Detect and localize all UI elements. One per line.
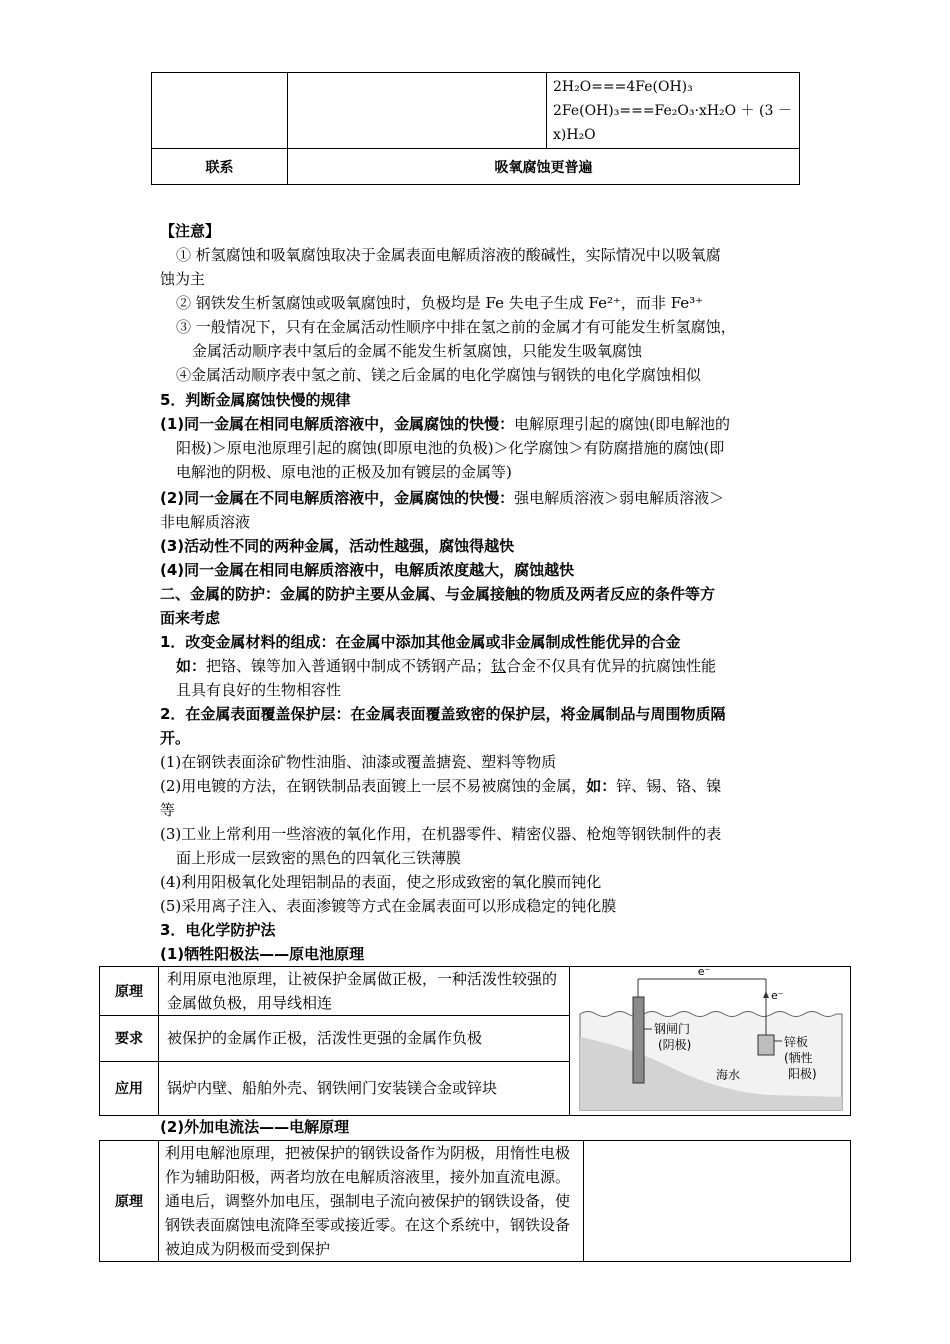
method-1-example-cont: 且具有良好的生物相容性 bbox=[176, 681, 342, 699]
coating-4: (4)利用阳极氧化处理铝制品的表面，使之形成致密的氧化膜而钝化 bbox=[160, 873, 602, 891]
electron-label-top: e⁻ bbox=[697, 967, 711, 978]
coating-2-label: 如： bbox=[586, 777, 617, 795]
impressed-current-table bbox=[99, 1140, 851, 1262]
coating-2-cont: 等 bbox=[160, 801, 176, 819]
method-2-heading: 2．在金属表面覆盖保护层：在金属表面覆盖致密的保护层，将金属制品与周围物质隔 bbox=[160, 705, 726, 723]
row-label: 要求 bbox=[100, 1016, 159, 1061]
coating-5: (5)采用离子注入、表面渗镀等方式在金属表面可以形成稳定的钝化膜 bbox=[160, 897, 617, 915]
coating-1: (1)在钢铁表面涂矿物性油脂、油漆或覆盖搪瓷、塑料等物质 bbox=[160, 753, 557, 771]
notes-heading: 【注意】 bbox=[160, 222, 221, 240]
method-1-heading: 1．改变金属材料的组成：在金属中添加其他金属或非金属制成性能优异的合金 bbox=[160, 633, 681, 651]
note-1-cont: 蚀为主 bbox=[160, 270, 206, 288]
table-cell bbox=[288, 73, 547, 149]
sacrificial-anode-table bbox=[99, 966, 851, 1116]
row-text: 利用电解池原理，把被保护的钢铁设备作为阴极，用惰性电极作为辅助阳极，两者均放在电解质溶液里，接外加直流电源。通电后，调整外加电压，强制电子流向被保护的钢铁设备，使钢铁表面腐蚀电流降至零或接近零。在这个系统中，钢铁设备被迫成为阴极而受到保护 bbox=[159, 1141, 584, 1262]
example-underlined: 钛 bbox=[491, 657, 507, 675]
row-text: 被保护的金属作正极，活泼性更强的金属作负极 bbox=[159, 1016, 570, 1061]
steel-gate-label: 钢闸门 bbox=[654, 1022, 691, 1036]
rule-2 bbox=[160, 486, 800, 510]
note-3-cont: 金属活动顺序表中氢后的金属不能发生析氢腐蚀，只能发生吸氧腐蚀 bbox=[192, 342, 643, 360]
electron-label-side: e⁻ bbox=[771, 989, 784, 1002]
rule-1 bbox=[160, 412, 800, 436]
sacrificial-anode-heading: (1)牺牲阳极法——原电池原理 bbox=[160, 945, 365, 963]
rule-2-line-2: 非电解质溶液 bbox=[160, 513, 251, 531]
diagram-cell bbox=[584, 1141, 851, 1262]
coating-2-text: (2)用电镀的方法，在钢铁制品表面镀上一层不易被腐蚀的金属， bbox=[160, 777, 587, 795]
rule-3: (3)活动性不同的两种金属，活动性越强，腐蚀得越快 bbox=[160, 537, 515, 555]
chem-equation-cell bbox=[547, 73, 800, 149]
sacrificial-diagram-cell bbox=[570, 967, 851, 1116]
zinc-role-2: 阳极) bbox=[788, 1067, 817, 1081]
rule-2-text: 强电解质溶液＞弱电解质溶液＞ bbox=[514, 489, 725, 507]
zinc-role-1: (牺性 bbox=[784, 1051, 813, 1065]
coating-2-metals: 锌、锡、铬、镍 bbox=[616, 777, 722, 795]
method-2-heading-cont: 开。 bbox=[160, 729, 191, 747]
steel-gate-role: (阴极) bbox=[658, 1038, 692, 1052]
coating-3-cont: 面上形成一层致密的黑色的四氧化三铁薄膜 bbox=[176, 849, 462, 867]
rule-1-text: 电解原理引起的腐蚀(即电解池的 bbox=[514, 415, 731, 433]
zinc-block bbox=[758, 1035, 774, 1055]
row-text: 利用原电池原理，让被保护金属做正极，一种活泼性较强的金属做负极，用导线相连 bbox=[159, 967, 570, 1016]
chem-line-3: x)H₂O bbox=[553, 126, 596, 143]
relation-label: 联系 bbox=[152, 149, 288, 185]
example-text-a: 把铬、镍等加入普通钢中制成不锈钢产品； bbox=[206, 657, 492, 675]
row-text: 锅炉内壁、船舶外壳、钢铁闸门安装镁合金或锌块 bbox=[159, 1061, 570, 1115]
note-1: ① 析氢腐蚀和吸氧腐蚀取决于金属表面电解质溶液的酸碱性，实际情况中以吸氧腐 bbox=[176, 246, 721, 264]
coating-3: (3)工业上常利用一些溶液的氧化作用，在机器零件、精密仪器、枪炮等钢铁制件的表 bbox=[160, 825, 722, 843]
row-label: 原理 bbox=[100, 1141, 159, 1262]
comparison-table bbox=[151, 72, 800, 185]
note-3: ③ 一般情况下，只有在金属活动性顺序中排在氢之前的金属才有可能发生析氢腐蚀， bbox=[176, 318, 736, 336]
protection-heading-cont: 面来考虑 bbox=[160, 609, 221, 627]
rule-2-title: (2)同一金属在不同电解质溶液中，金属腐蚀的快慢： bbox=[160, 489, 515, 507]
note-2: ② 钢铁发生析氢腐蚀或吸氧腐蚀时，负极均是 Fe 失电子生成 Fe²⁺，而非 Fe³⁺ bbox=[176, 294, 704, 312]
section-5-heading: 5．判断金属腐蚀快慢的规律 bbox=[160, 391, 351, 409]
rule-1-line-2: 阳极)＞原电池原理引起的腐蚀(即原电池的负极)＞化学腐蚀＞有防腐措施的腐蚀(即 bbox=[176, 439, 725, 457]
example-label: 如： bbox=[176, 657, 207, 675]
row-label: 原理 bbox=[100, 967, 159, 1016]
method-3-heading: 3．电化学防护法 bbox=[160, 921, 276, 939]
impressed-current-heading: (2)外加电流法——电解原理 bbox=[160, 1118, 350, 1136]
seawater-label: 海水 bbox=[716, 1068, 741, 1082]
coating-2 bbox=[160, 774, 800, 798]
relation-value: 吸氧腐蚀更普遍 bbox=[288, 149, 800, 185]
chem-line-1: 2H₂O===4Fe(OH)₃ bbox=[553, 78, 693, 95]
rule-1-line-3: 电解池的阴极、原电池的正极及加有镀层的金属等) bbox=[176, 463, 512, 481]
table-cell bbox=[152, 73, 288, 149]
note-4: ④金属活动顺序表中氢之前、镁之后金属的电化学腐蚀与钢铁的电化学腐蚀相似 bbox=[176, 366, 702, 384]
protection-heading: 二、金属的防护：金属的防护主要从金属、与金属接触的物质及两者反应的条件等方 bbox=[160, 585, 716, 603]
steel-gate bbox=[633, 997, 644, 1083]
example-text-b: 合金不仅具有优异的抗腐蚀性能 bbox=[506, 657, 717, 675]
method-1-example bbox=[176, 654, 816, 678]
rule-4: (4)同一金属在相同电解质溶液中，电解质浓度越大，腐蚀越快 bbox=[160, 561, 575, 579]
row-label: 应用 bbox=[100, 1061, 159, 1115]
chem-line-2: 2Fe(OH)₃===Fe₂O₃·xH₂O ＋ (3 － bbox=[553, 102, 792, 119]
rule-1-title: (1)同一金属在相同电解质溶液中，金属腐蚀的快慢： bbox=[160, 415, 515, 433]
zinc-label: 锌板 bbox=[784, 1035, 809, 1049]
sacrificial-anode-diagram bbox=[570, 967, 850, 1115]
